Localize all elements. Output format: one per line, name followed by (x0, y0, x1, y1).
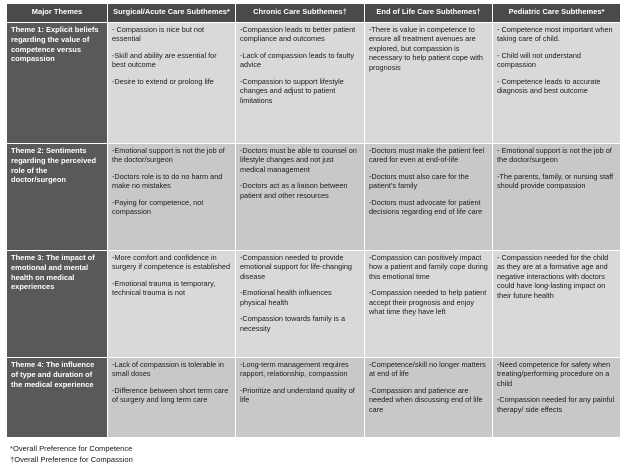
cell-pediatric (493, 251, 621, 358)
table-row-theme-3 (7, 251, 621, 358)
footnotes (10, 443, 133, 465)
subtheme-item: -Doctors act as a liaison between patient and other resources (240, 181, 348, 200)
subtheme-item: - Compassion is nice but not essential (112, 25, 205, 44)
subtheme-item: -Doctors must make the patient feel cared for even at end-of-life (369, 146, 485, 165)
subtheme-item: -Lack of compassion leads to faulty advice (240, 50, 354, 70)
header-surgical-acute: Surgical/Acute Care Subthemes* (108, 4, 236, 23)
subtheme-item: - Competence most important when taking care of child. (497, 25, 613, 44)
subtheme-item: -Desire to extend or prolong life (112, 76, 214, 86)
subtheme-item: -Doctors must be able to counsel on lifestyle changes and not just medical management (240, 146, 357, 174)
subtheme-item: -Need competence for safety when treating/performing procedure on a child (497, 360, 611, 388)
subtheme-item: -Emotional support is not the job of the doctor/surgeon (112, 146, 225, 165)
header-major-themes: Major Themes (7, 4, 108, 23)
cell-surgical (108, 251, 236, 358)
subtheme-item: -Emotional health influences physical health (240, 288, 332, 307)
subtheme-item: -Compassion leads to better patient compliance and outcomes (240, 25, 356, 44)
header-row (7, 4, 621, 23)
subtheme-item: -Lack of compassion is tolerable in small doses (112, 360, 224, 379)
subtheme-item: - Emotional support is not the job of the doctor/surgeon (497, 146, 612, 165)
subtheme-item: -Prioritize and understand quality of life (240, 385, 355, 405)
cell-chronic (236, 358, 365, 438)
subtheme-item: - Competence leads to accurate diagnosis and best outcome (497, 76, 601, 96)
table-row-theme-2 (7, 144, 621, 251)
subtheme-item: -Compassion towards family is a necessity (240, 314, 346, 333)
subtheme-item: -Competence/skill no longer matters at end of life (369, 360, 486, 379)
cell-end-of-life (365, 251, 493, 358)
footnote-competence: *Overall Preference for Competence (10, 444, 133, 453)
theme-label: Theme 1: Explicit beliefs regarding the value of competence versus compassion (7, 23, 108, 144)
subtheme-item: -Compassion and patience are needed when discussing end of life care (369, 385, 483, 414)
cell-surgical (108, 358, 236, 438)
theme-label: Theme 4: The influence of type and duration of the medical experience (7, 358, 108, 438)
subtheme-item: -Compassion to support lifestyle changes and adjust to patient limitations (240, 76, 344, 105)
subtheme-item: -Doctors role is to do no harm and make no mistakes (112, 171, 223, 191)
table-row-theme-1 (7, 23, 621, 144)
footnote-compassion: †Overall Preference for Compassion (10, 455, 133, 464)
header-pediatric: Pediatric Care Subthemes* (493, 4, 621, 23)
subtheme-item: -More comfort and confidence in surgery if competence is established (112, 253, 231, 272)
cell-chronic (236, 251, 365, 358)
subtheme-item: -Long-term management requires rapport, relationship, compassion (240, 360, 349, 379)
subtheme-item: -Compassion needed for any painful therapy/ side effects (497, 395, 615, 414)
subtheme-item: -Difference between short term care of surgery and long term care (112, 385, 229, 405)
cell-chronic (236, 23, 365, 144)
subtheme-item: -Compassion can positively impact how a patient and family cope during this emotional time (369, 253, 488, 281)
subtheme-item: -Doctors must advocate for patient decisions regarding end of life care (369, 197, 483, 217)
theme-label: Theme 3: The impact of emotional and mental health on medical experiences (7, 251, 108, 358)
cell-end-of-life (365, 358, 493, 438)
subtheme-item: - Compassion needed for the child as they are at a formative age and negative interactions with doctors could have long-lasting impact on their future health (497, 253, 609, 300)
subtheme-item: -Compassion needed to provide emotional support for life-changing disease (240, 253, 352, 281)
header-end-of-life: End of Life Care Subthemes† (365, 4, 493, 23)
cell-pediatric (493, 144, 621, 251)
cell-surgical (108, 144, 236, 251)
subtheme-item: -Emotional trauma is temporary, technical trauma is not (112, 278, 216, 298)
subtheme-item: -Doctors must also care for the patient’s family (369, 171, 469, 191)
subtheme-item: -Compassion needed to help patient accept their prognosis and enjoy what time they have left (369, 288, 487, 317)
subtheme-item: -Paying for competence, not compassion (112, 197, 204, 217)
cell-end-of-life (365, 144, 493, 251)
header-chronic: Chronic Care Subthemes† (236, 4, 365, 23)
cell-surgical (108, 23, 236, 144)
subtheme-item: -Skill and ability are essential for best outcome (112, 50, 217, 70)
cell-pediatric (493, 23, 621, 144)
themes-table (6, 3, 621, 438)
cell-end-of-life (365, 23, 493, 144)
subtheme-item: - Child will not understand compassion (497, 50, 581, 70)
theme-label: Theme 2: Sentiments regarding the perceived role of the doctor/surgeon (7, 144, 108, 251)
cell-pediatric (493, 358, 621, 438)
table-row-theme-4 (7, 358, 621, 438)
subtheme-item: -There is value in competence to ensure all treatment avenues are explored, but compassion is necessary to help patient cope with prognosis (369, 25, 483, 72)
cell-chronic (236, 144, 365, 251)
subtheme-item: -The parents, family, or nursing staff should provide compassion (497, 171, 614, 191)
